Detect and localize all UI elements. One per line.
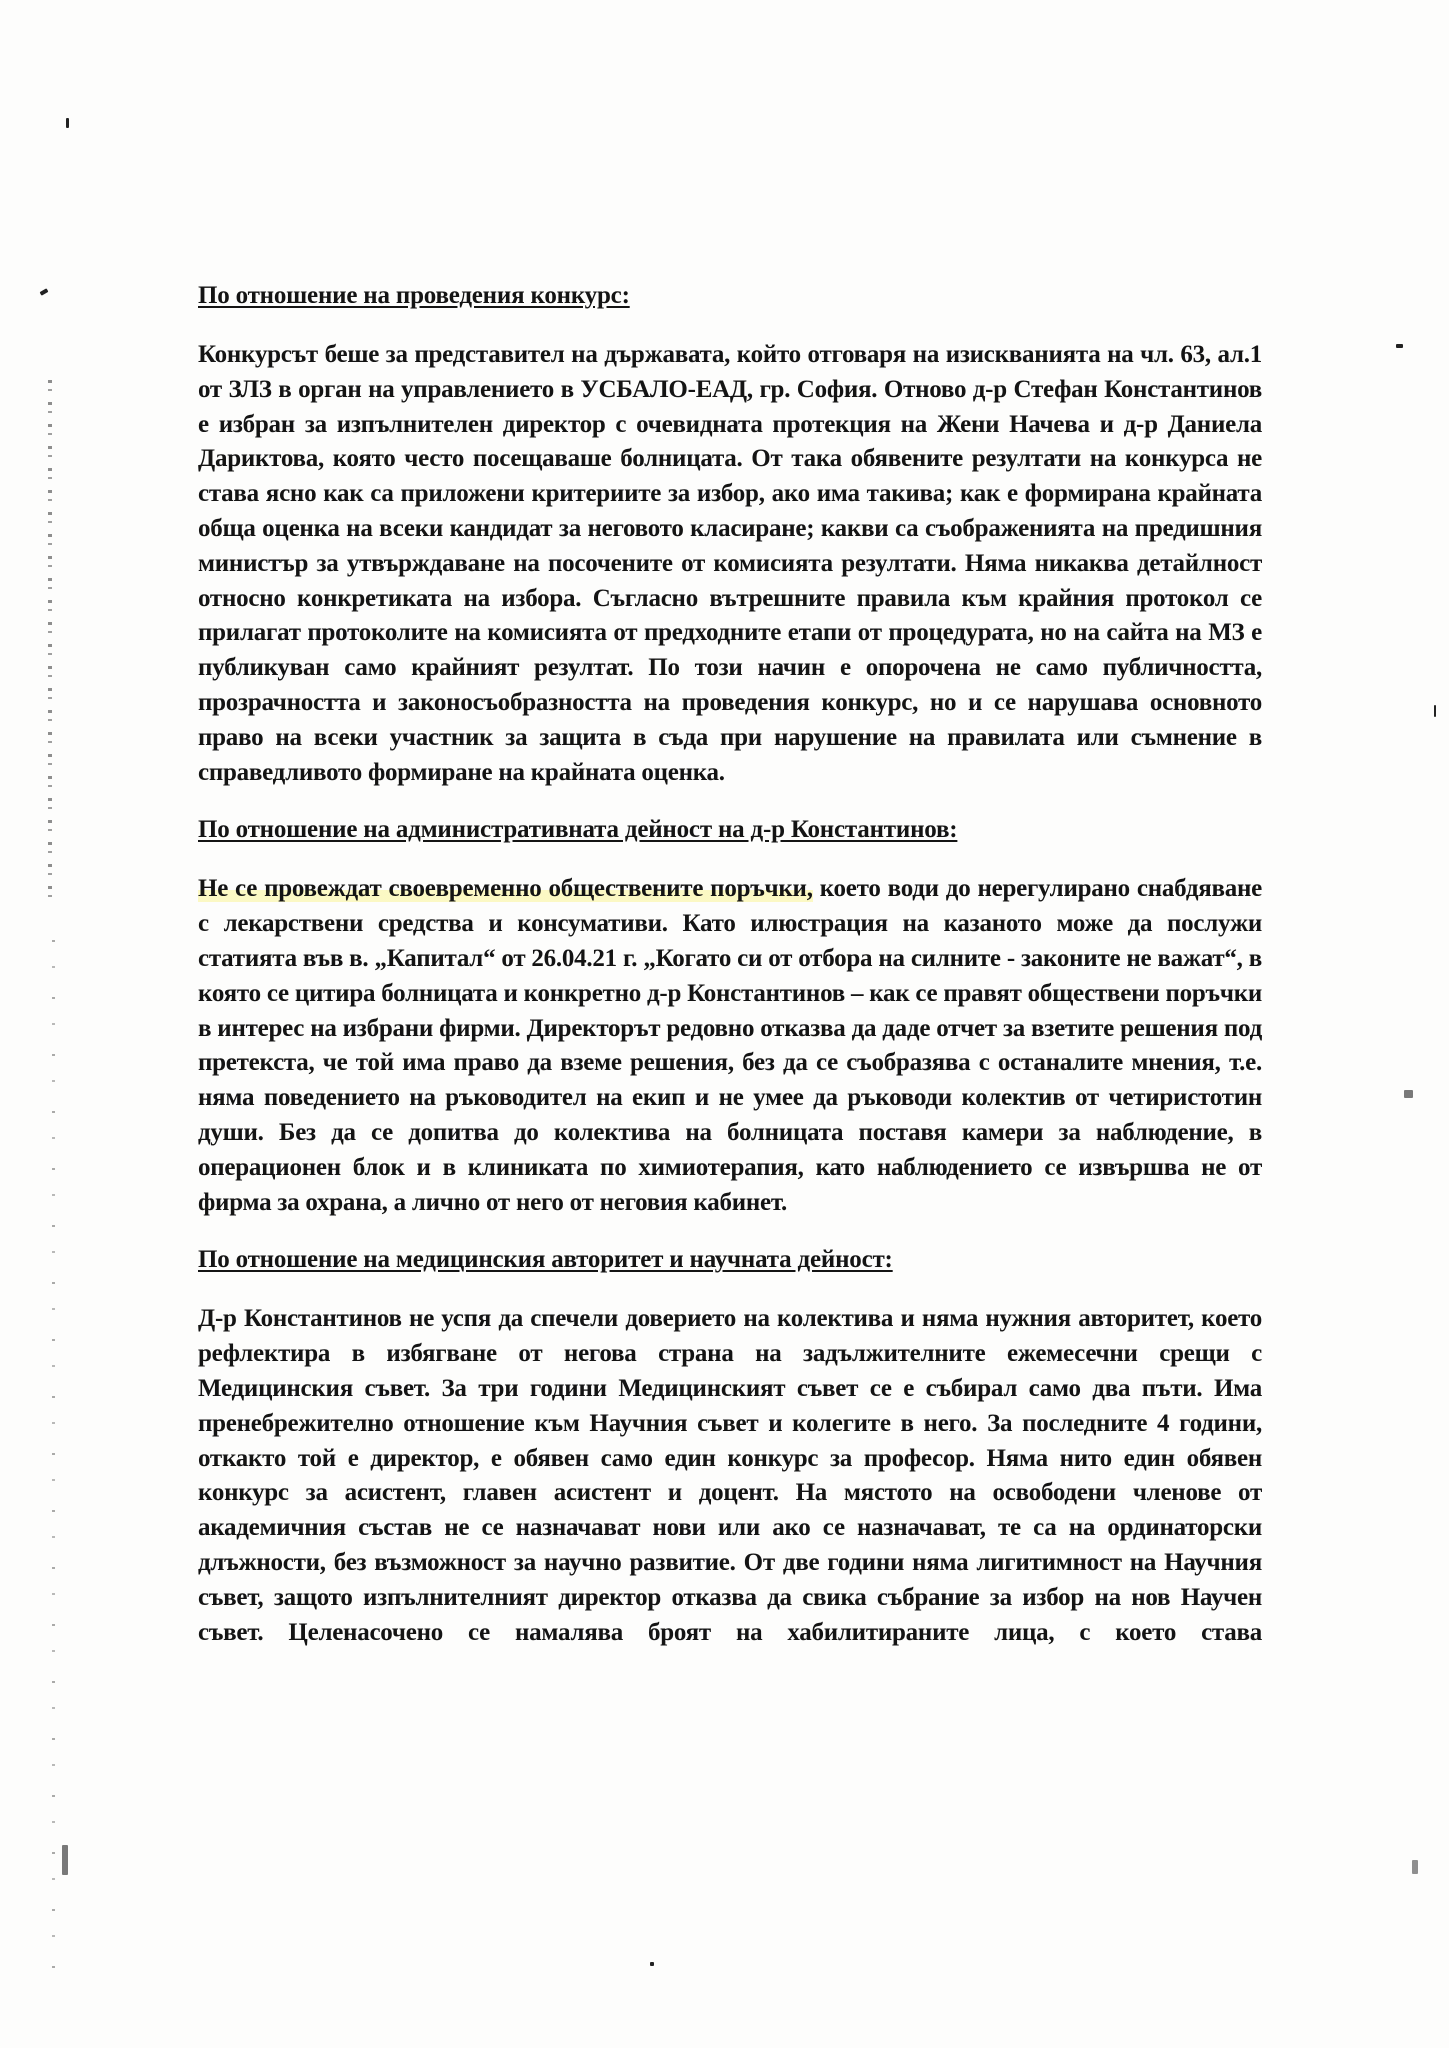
section-competition bbox=[198, 278, 1262, 790]
section-heading: По отношение на медицинския авторитет и научната дейност: bbox=[198, 1246, 893, 1274]
scan-speck bbox=[1404, 1090, 1413, 1098]
section-administrative bbox=[198, 812, 1262, 1220]
scan-speck bbox=[40, 288, 49, 295]
scan-speck bbox=[66, 118, 69, 128]
section-paragraph bbox=[198, 872, 1262, 1220]
scan-speck bbox=[1412, 1860, 1418, 1874]
section-medical-authority bbox=[198, 1242, 1262, 1650]
scan-speck bbox=[1396, 344, 1403, 348]
scan-edge-artifact bbox=[48, 380, 52, 900]
scan-speck bbox=[650, 1962, 654, 1966]
scan-speck bbox=[62, 1845, 68, 1875]
scan-speck bbox=[1434, 705, 1436, 717]
section-paragraph: Конкурсът беше за представител на държавата, който отговаря на изискванията на чл. 63, ал.1 от ЗЛЗ в орган на управлението в УСБАЛО-ЕАД, гр. София. Отново д-р Стефан Константинов е избран за изпълнителен директор с очевидната протекция на Жени Начева и д-р Даниела Дариктова, която често посещаваше болницата. От така обявените резултати на конкурса не става ясно как са приложени критериите за избор, ако има такива; как е формирана крайната обща оценка на всеки кандидат за неговото класиране; какви са съображенията на предишния министър за утвърждаване на посочените от комисията резултати. Няма никаква детайлност относно конкретиката на избора. Съгласно вътрешните правила към крайния протокол се прилагат протоколите на комисията от предходните етапи от процедурата, но на сайта на МЗ е публикуван само крайният резултат. По този начин е опорочена не само публичността, прозрачността и законосъобразността на проведения конкурс, но и се нарушава основното право на всеки участник за защита в съда при нарушение на правилата или съмнение в справедливото формиране на крайната оценка. bbox=[198, 341, 1262, 786]
paragraph-text: което води до нерегулирано снабдяване с лекарствени средства и консумативи. Като илюстрация на казаното може да послужи статията във в. „Капитал“ от 26.04.21 г. „Когато си от отбора на силните - законите не важат“, в която се цитира болницата и конкретно д-р Константинов – как се правят обществени поръчки в интерес на избрани фирми. Директорът редовно отказва да даде отчет за взетите решения под претекста, че той има право да вземе решения, без да се съобразява с останалите мнения, т.е. няма поведението на ръководител на екип и не умее да ръководи колектив от четиристотин души. Без да се допитва до колектива на болницата поставя камери за наблюдение, в операционен блок и в клиниката по химиотерапия, като наблюдението се извършва не от фирма за охрана, а лично от него от неговия кабинет. bbox=[198, 875, 1262, 1216]
section-heading: По отношение на административната дейност на д-р Константинов: bbox=[198, 816, 958, 844]
document-body bbox=[198, 278, 1262, 1672]
section-paragraph: Д-р Константинов не успя да спечели доверието на колектива и няма нужния авторитет, което рефлектира в избягване от негова страна на задължителните ежемесечни срещи с Медицинския съвет. За три години Медицинският съвет се е събирал само два пъти. Има пренебрежително отношение към Научния съвет и колегите в него. За последните 4 години, откакто той е директор, е обявен само един конкурс за професор. Няма нито един обявен конкурс за асистент, главен асистент и доцент. На мястото на освободени членове от академичния състав не се назначават нови или ако се назначават, те са на ординаторски длъжности, без възможност за научно развитие. От две години няма лигитимност на Научния съвет, защото изпълнителният директор отказва да свика събрание за избор на нов Научен съвет. Целенасочено се намалява броят на хабилитираните лица, с което става bbox=[198, 1305, 1262, 1646]
section-heading: По отношение на проведения конкурс: bbox=[198, 282, 630, 309]
scan-edge-artifact bbox=[52, 940, 55, 1990]
highlighted-text: Не се провеждат своевременно обществените поръчки, bbox=[198, 875, 813, 903]
